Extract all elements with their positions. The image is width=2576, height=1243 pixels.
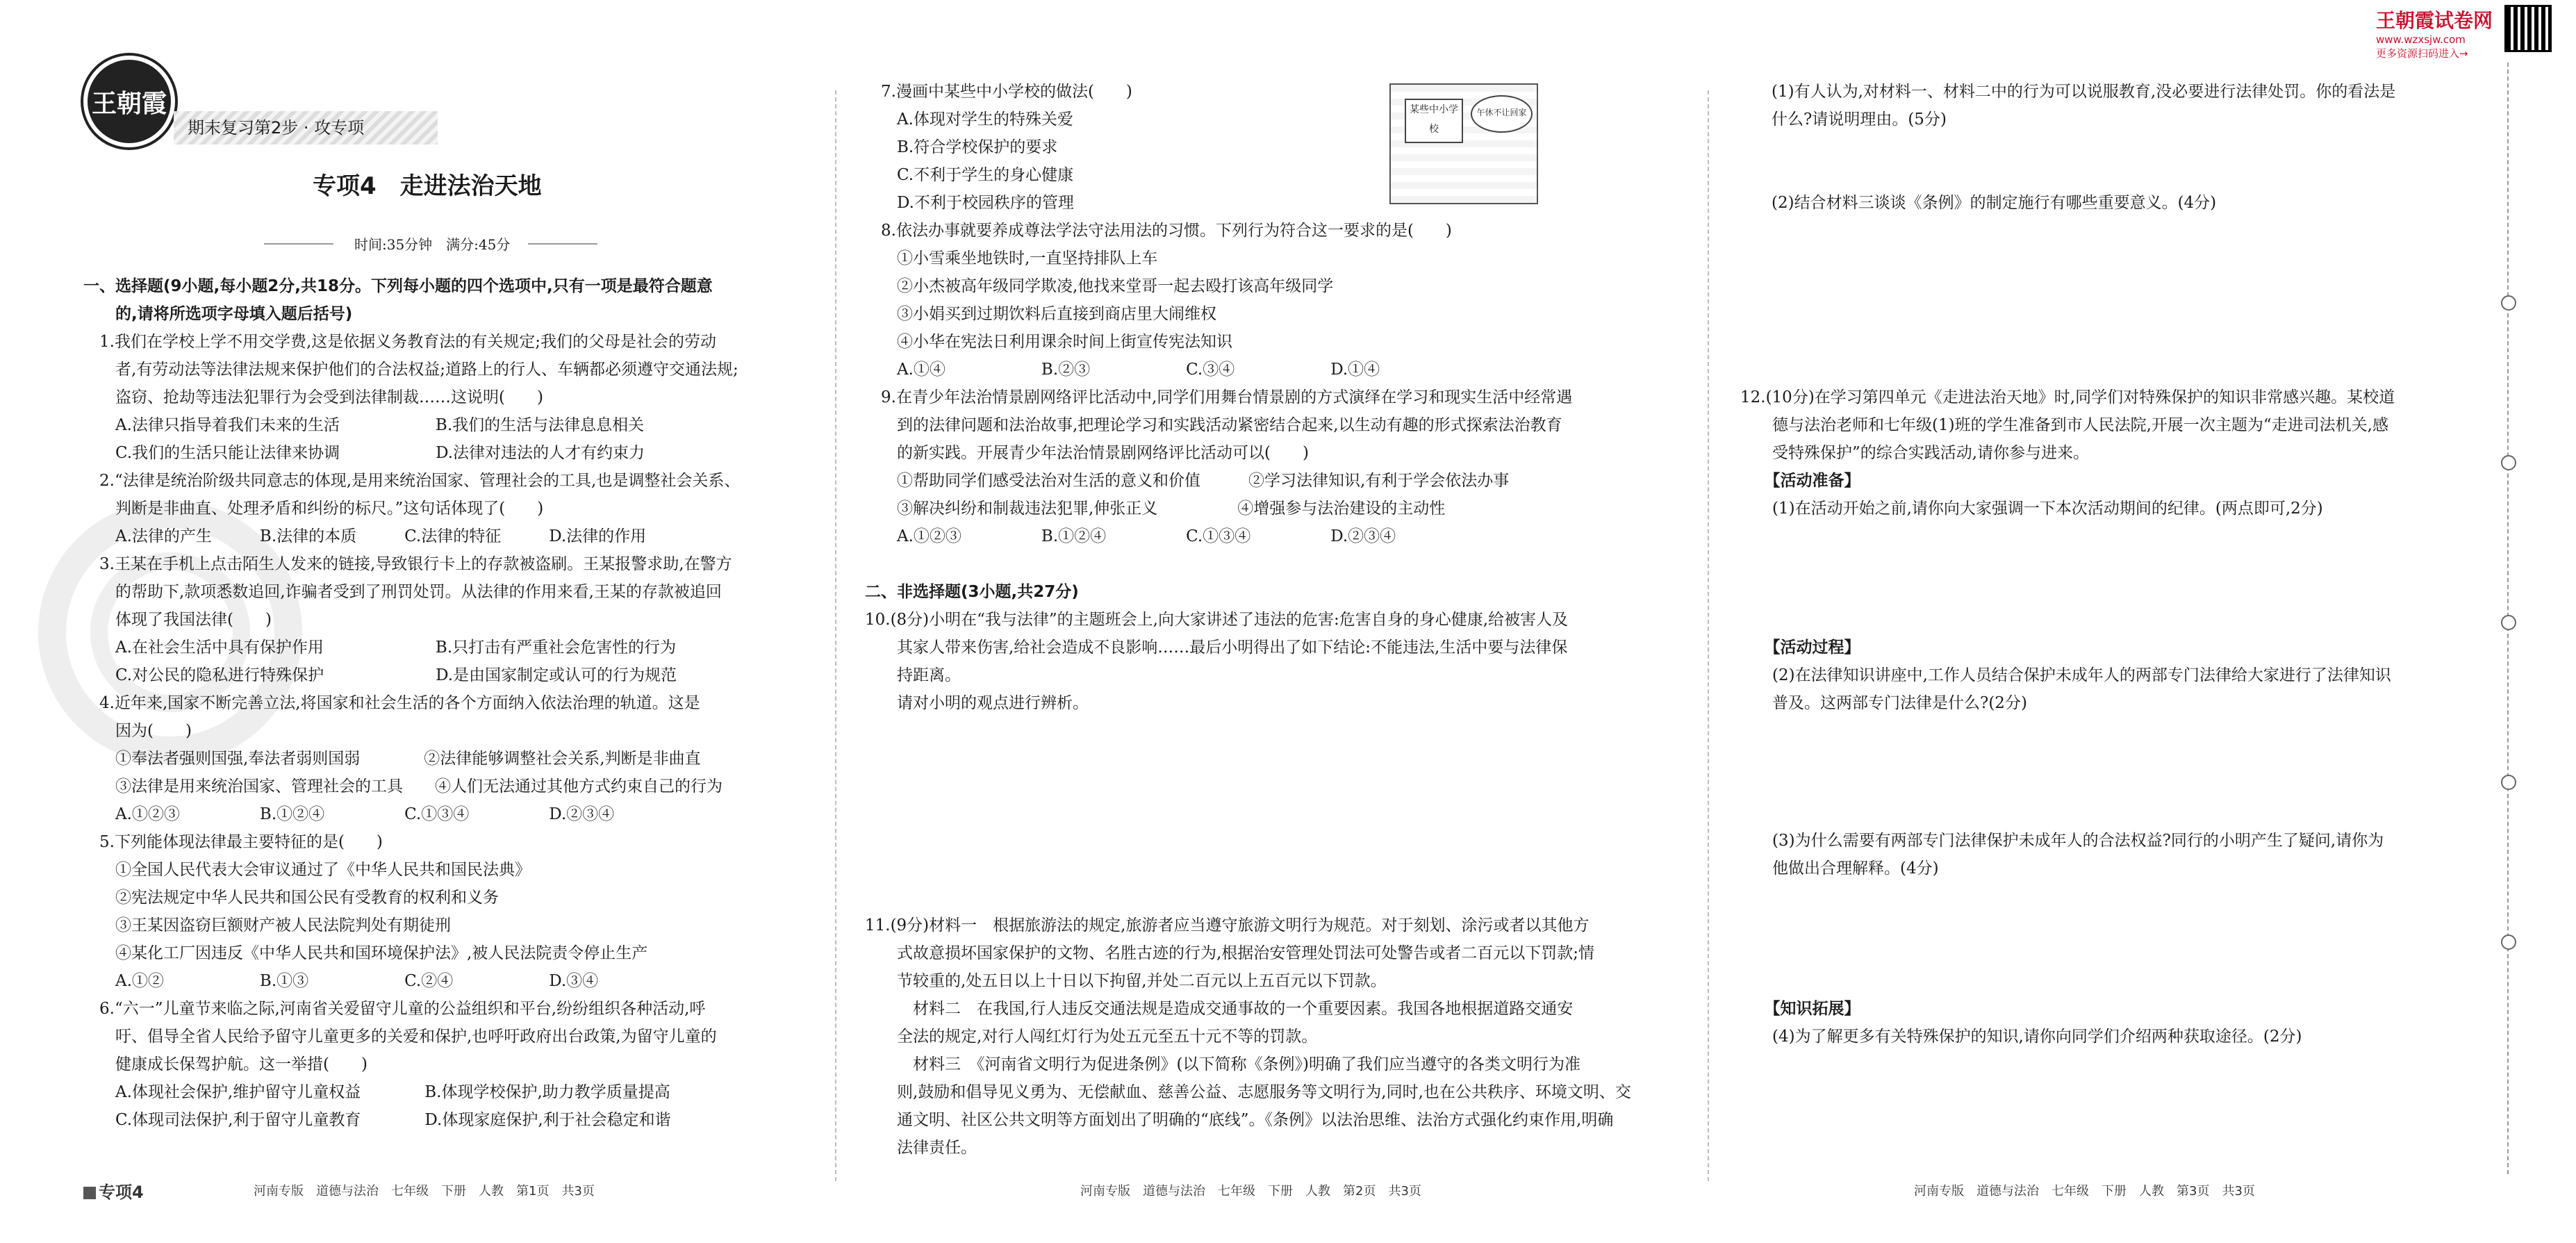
page3-activity-process	[1740, 634, 2391, 717]
text-line: ①奉法者强则国强,奉法者弱则国弱 ②法律能够调整社会关系,判断是非曲直	[83, 750, 701, 768]
text-line: 体现了我国法律( )	[83, 611, 272, 629]
text-line: 材料二 在我国,行人违反交通法规是造成交通事故的一个重要因素。我国各地根据道路交通安	[865, 1000, 1574, 1018]
page3-question12	[1740, 384, 2395, 522]
text-line: 式故意损坏国家保护的文物、名胜古迹的行为,根据治安管理处罚法可处警告或者二百元以下罚款;情	[865, 944, 1595, 962]
binding-mark	[2501, 295, 2516, 311]
text-line	[1772, 133, 2395, 161]
text-line: 请对小明的观点进行辨析。	[865, 694, 1089, 712]
text-line: 法律责任。	[865, 1139, 977, 1157]
text-line: 3.王某在手机上点击陌生人发来的链接,导致银行卡上的存款被盗刷。王某报警求助,在警方	[83, 555, 732, 573]
text-line: 的新实践。开展青少年法治情景剧网络评比活动可以( )	[865, 444, 1309, 462]
text-line: 则,鼓励和倡导见义勇为、无偿献血、慈善公益、志愿服务等文明行为,同时,也在公共秩序、环境文明、交	[865, 1083, 1631, 1101]
text-line: 的帮助下,款项悉数追回,诈骗者受到了刑罚处罚。从法律的作用来看,王某的存款被追回	[83, 583, 722, 601]
text-line: 二、非选择题(3小题,共27分)	[865, 583, 1079, 601]
text-line: A.①② B.①③ C.②④ D.③④	[83, 972, 599, 990]
text-line: C.对公民的隐私进行特殊保护 D.是由国家制定或认可的行为规范	[83, 666, 677, 684]
text-line: 健康成长保驾护航。这一举措( )	[83, 1055, 368, 1073]
text-line: A.体现对学生的特殊关爱	[865, 110, 1073, 129]
text-line: A.体现社会保护,维护留守儿童权益 B.体现学校保护,助力教学质量提高	[83, 1083, 670, 1101]
text-line: ③解决纠纷和制裁违法犯罪,伸张正义 ④增强参与法治建设的主动性	[865, 500, 1446, 518]
binding-mark	[2501, 615, 2516, 630]
text-line: 什么?请说明理由。(5分)	[1772, 110, 1947, 129]
text-line: 普及。这两部专门法律是什么?(2分)	[1740, 694, 2027, 712]
text-line: 材料三 《河南省文明行为促进条例》(以下简称《条例》)明确了我们应当遵守的各类文明行为准	[865, 1055, 1580, 1073]
text-line: ③法律是用来统治国家、管理社会的工具 ④人们无法通过其他方式约束自己的行为	[83, 777, 723, 796]
text-line: 2.“法律是统治阶级共同意志的体现,是用来统治国家、管理社会的工具,也是调整社会关系、	[83, 472, 741, 490]
footer-page3: 河南专版 道德与法治 七年级 下册 人教 第3页 共3页	[1914, 1184, 2255, 1199]
text-line: 10.(8分)小明在“我与法律”的主题班会上,向大家讲述了违法的危害:危害自身的身心健康,给被害人及	[865, 611, 1569, 629]
text-line	[1772, 161, 2395, 189]
text-line: ③王某因盗窃巨额财产被人民法院判处有期徒刑	[83, 916, 451, 935]
text-line: 吁、倡导全省人民给予留守儿童更多的关爱和保护,也呼吁政府出台政策,为留守儿童的	[83, 1028, 717, 1046]
page-divider-1	[835, 90, 836, 1181]
footer-page1: 河南专版 道德与法治 七年级 下册 人教 第1页 共3页	[254, 1184, 595, 1199]
text-line: B.符合学校保护的要求	[865, 138, 1058, 156]
text-line: 判断是非曲直、处理矛盾和纠纷的标尺。”这句话体现了( )	[83, 500, 544, 518]
text-line: 的,请将所选项字母填入题后括号)	[83, 305, 353, 323]
text-line: 者,有劳动法等法律法规来保护他们的合法权益;道路上的行人、车辆都必须遵守交通法规;	[83, 361, 738, 379]
text-line: 5.下列能体现法律最主要特征的是( )	[83, 833, 383, 851]
text-line: A.法律只指导着我们未来的生活 B.我们的生活与法律息息相关	[83, 416, 645, 434]
text-line: 7.漫画中某些中小学校的做法( )	[865, 83, 1132, 101]
text-line: 受特殊保护”的综合实践活动,请你参与进来。	[1740, 444, 2090, 462]
text-line: 【活动准备】	[1740, 472, 1860, 490]
page-title: 专项4 走进法治天地	[313, 172, 542, 200]
text-line: C.不利于学生的身心健康	[865, 166, 1074, 184]
text-line: 节较重的,处五日以上十日以下拘留,并处二百元以上五百元以下罚款。	[865, 972, 1387, 990]
text-line: A.①②③ B.①②④ C.①③④ D.②③④	[83, 805, 615, 823]
text-line: 12.(10分)在学习第四单元《走进法治天地》时,同学们对特殊保护的知识非常感兴趣。某校道	[1740, 388, 2395, 406]
text-line: 持距离。	[865, 666, 961, 684]
text-line: 因为( )	[83, 722, 192, 740]
text-line: 1.我们在学校上学不用交学费,这是依据义务教育法的有关规定;我们的父母是社会的劳动	[83, 333, 717, 351]
page-divider-2	[1708, 90, 1709, 1181]
text-line: ④小华在宪法日利用课余时间上街宣传宪法知识	[865, 333, 1232, 351]
text-line: (1)在活动开始之前,请你向大家强调一下本次活动期间的纪律。(两点即可,2分)	[1740, 500, 2323, 518]
text-line: A.法律的产生 B.法律的本质 C.法律的特征 D.法律的作用	[83, 527, 647, 545]
text-line: 他做出合理解释。(4分)	[1740, 859, 1939, 878]
binding-mark	[2501, 455, 2516, 470]
section-banner: 期末复习第2步 · 攻专项	[174, 111, 438, 145]
text-line: ②宪法规定中华人民共和国公民有受教育的权利和义务	[83, 889, 499, 907]
page2-material-question	[865, 912, 1631, 1162]
timing-info: 时间:35分钟 满分:45分	[354, 236, 511, 253]
text-line: A.①④ B.②③ C.③④ D.①④	[865, 361, 1380, 379]
text-line: 盗窃、抢劫等违法犯罪行为会受到法律制裁……这说明( )	[83, 388, 543, 406]
text-line: C.我们的生活只能让法律来协调 D.法律对违法的人才有约束力	[83, 444, 645, 462]
text-line: (4)为了解更多有关特殊保护的知识,请你向同学们介绍两种获取途径。(2分)	[1740, 1028, 2302, 1046]
text-line: 通文明、社区公共文明等方面划出了明确的“底线”。《条例》以法治思维、法治方式强化约束作用,明确	[865, 1111, 1614, 1129]
text-line: 【活动过程】	[1740, 639, 1860, 657]
text-line: (3)为什么需要有两部专门法律保护未成年人的合法权益?同行的小明产生了疑问,请你为	[1740, 832, 2384, 850]
page1-questions	[83, 272, 740, 1134]
page3-knowledge-extension	[1740, 995, 2302, 1051]
text-line: A.①②③ B.①②④ C.①③④ D.②③④	[865, 527, 1396, 545]
text-line: 11.(9分)材料一 根据旅游法的规定,旅游者应当遵守旅游文明行为规范。对于刻划、涂污或者以其他方	[865, 916, 1590, 935]
qr-code-icon[interactable]	[2507, 7, 2550, 50]
text-line: 到的法律问题和法治故事,把理论学习和实践活动紧密结合起来,以生动有趣的形式探索法治教育	[865, 416, 1562, 434]
text-line: 9.在青少年法治情景剧网络评比活动中,同学们用舞台情景剧的方式演绎在学习和现实生活中经常遇	[865, 388, 1573, 406]
binding-mark	[2501, 935, 2516, 950]
text-line: (2)结合材料三谈谈《条例》的制定施行有哪些重要意义。(4分)	[1772, 194, 2217, 212]
text-line: ④某化工厂因违反《中华人民共和国环境保护法》,被人民法院责令停止生产	[83, 944, 648, 962]
site-logo[interactable]: 王朝霞试卷网 www.wzxsjw.com 更多资源扫码进入→	[2376, 9, 2493, 60]
page3-question11-parts	[1772, 78, 2395, 217]
page3-question12-part3	[1740, 827, 2384, 882]
text-line: ①全国人民代表大会审议通过了《中华人民共和国民法典》	[83, 861, 531, 879]
text-line: 全法的规定,对行人闯红灯行为处五元至五十元不等的罚款。	[865, 1028, 1318, 1046]
text-line: C.体现司法保护,利于留守儿童教育 D.体现家庭保护,利于社会稳定和谐	[83, 1111, 671, 1129]
rule-left	[264, 243, 333, 245]
text-line: ①小雪乘坐地铁时,一直坚持排队上车	[865, 249, 1158, 267]
text-line: 4.近年来,国家不断完善立法,将国家和社会生活的各个方面纳入依法治理的轨道。这是	[83, 694, 700, 712]
text-line: 6.“六一”儿童节来临之际,河南省关爱留守儿童的公益组织和平台,纷纷组织各种活动,呼	[83, 1000, 706, 1018]
text-line: (1)有人认为,对材料一、材料二中的行为可以说服教育,没必要进行法律处罚。你的看法是	[1772, 83, 2396, 101]
text-line: 一、选择题(9小题,每小题2分,共18分。下列每小题的四个选项中,只有一项是最符合题意	[83, 277, 713, 295]
cartoon-sign: 某些中小学校	[1405, 99, 1463, 143]
text-line: D.不利于校园秩序的管理	[865, 194, 1074, 212]
cartoon-illustration	[1389, 83, 1538, 204]
cartoon-speech-bubble: 午休不让回家	[1471, 95, 1533, 133]
text-line: A.在社会生活中具有保护作用 B.只打击有严重社会危害性的行为	[83, 639, 677, 657]
footer-page2: 河南专版 道德与法治 七年级 下册 人教 第2页 共3页	[1080, 1184, 1421, 1199]
text-line: (2)在法律知识讲座中,工作人员结合保护未成年人的两部专门法律给大家进行了法律知识	[1740, 666, 2391, 684]
rule-right	[528, 243, 597, 245]
text-line: ①帮助同学们感受法治对生活的意义和价值 ②学习法律知识,有利于学会依法办事	[865, 472, 1510, 490]
text-line: 德与法治老师和七年级(1)班的学生准备到市人民法院,开展一次主题为“走进司法机关,感	[1740, 416, 2388, 434]
text-line: 其家人带来伤害,给社会造成不良影响……最后小明得出了如下结论:不能违法,生活中要与法律保	[865, 639, 1568, 657]
brand-seal-logo: 王朝霞	[83, 56, 175, 147]
text-line	[865, 550, 1572, 578]
text-line: ②小杰被高年级同学欺凌,他找来堂哥一起去殴打该高年级同学	[865, 277, 1334, 295]
text-line: ③小娟买到过期饮料后直接到商店里大闹维权	[865, 305, 1216, 323]
text-line: 8.依法办事就要养成尊法学法守法用法的习惯。下列行为符合这一要求的是( )	[865, 222, 1452, 240]
binding-mark	[2501, 775, 2516, 790]
footer-tag: 专项4	[83, 1178, 144, 1203]
text-line: 【知识拓展】	[1740, 1000, 1860, 1018]
